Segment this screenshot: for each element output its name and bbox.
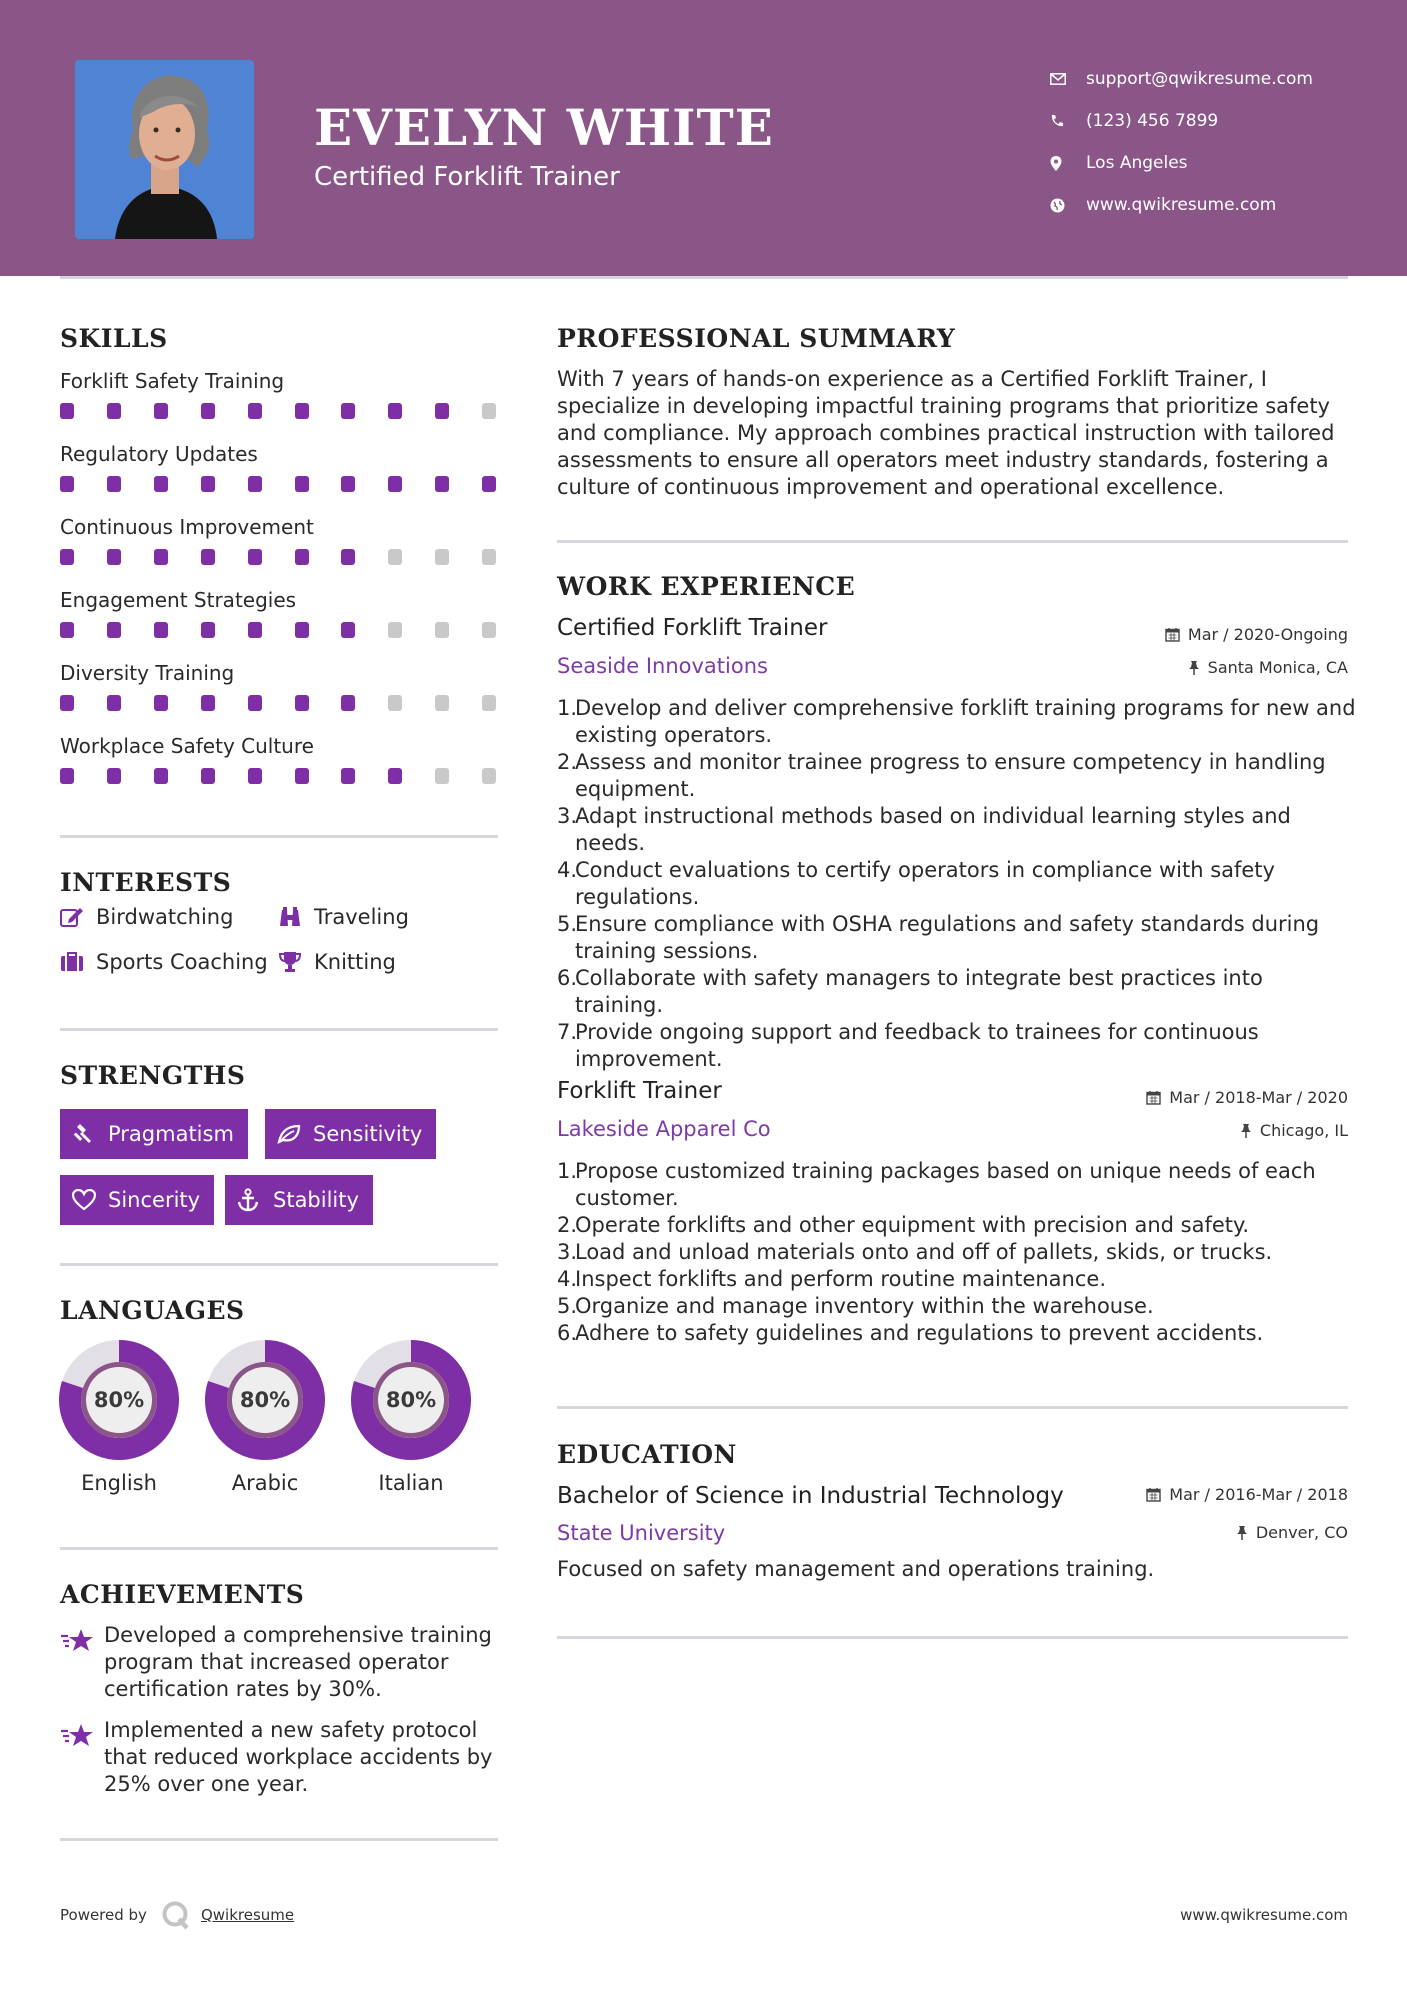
duty-text: Develop and deliver comprehensive forklift training programs for new and existing operators. xyxy=(575,696,1356,747)
duty-text: Conduct evaluations to certify operators in compliance with safety regulations. xyxy=(575,858,1275,909)
skill-item xyxy=(60,658,498,731)
edit-icon xyxy=(60,907,96,927)
interest-item xyxy=(278,950,396,974)
rating-dot-filled xyxy=(435,476,449,492)
rating-dot-filled xyxy=(107,768,121,784)
rating-dot-filled xyxy=(295,768,309,784)
school-name: State University xyxy=(557,1521,726,1545)
skills-heading: SKILLS xyxy=(60,324,168,353)
skill-item xyxy=(60,512,498,585)
strength-label: Sensitivity xyxy=(313,1122,423,1146)
rating-dot-filled xyxy=(107,622,121,638)
list-item: 7. Provide ongoing support and feedback to trainees for continuous improvement. xyxy=(557,1019,1357,1073)
rating-dot-filled xyxy=(154,403,168,419)
rating-dot-filled xyxy=(295,476,309,492)
duty-text: Adapt instructional methods based on individual learning styles and needs. xyxy=(575,804,1291,855)
degree-title: Bachelor of Science in Industrial Technology xyxy=(557,1483,1064,1509)
section-divider xyxy=(60,1028,498,1031)
contact-email[interactable] xyxy=(1050,58,1313,100)
strength-tag xyxy=(60,1109,248,1159)
duty-text: Collaborate with safety managers to integrate best practices into training. xyxy=(575,966,1263,1017)
language-item xyxy=(204,1339,326,1495)
list-item: 5. Organize and manage inventory within the warehouse. xyxy=(557,1293,1357,1320)
strength-tag xyxy=(60,1175,214,1225)
language-name: English xyxy=(81,1471,157,1495)
achievement-item xyxy=(60,1622,500,1703)
contact-website-text: www.qwikresume.com xyxy=(1086,195,1277,215)
language-item xyxy=(58,1339,180,1495)
rating-dot-empty xyxy=(435,622,449,638)
section-divider xyxy=(60,1547,498,1550)
section-divider xyxy=(557,1406,1348,1409)
job-dates xyxy=(1165,625,1348,644)
section-divider xyxy=(557,540,1348,543)
strength-tag xyxy=(225,1175,373,1225)
rating-dot-filled xyxy=(435,403,449,419)
interest-label: Birdwatching xyxy=(96,905,234,929)
envelope-icon xyxy=(1050,73,1086,85)
briefcase-icon xyxy=(60,952,96,972)
job-location xyxy=(1240,1121,1348,1140)
duty-text: Propose customized training packages based on unique needs of each customer. xyxy=(575,1159,1316,1210)
language-item xyxy=(350,1339,472,1495)
pushpin-icon xyxy=(1240,1123,1252,1138)
calendar-icon xyxy=(1146,1090,1161,1105)
list-item: 5. Ensure compliance with OSHA regulations and safety standards during training sessions. xyxy=(557,911,1357,965)
list-item: 3. Load and unload materials onto and off of pallets, skids, or trucks. xyxy=(557,1239,1357,1266)
education-dates xyxy=(1146,1485,1348,1504)
rating-dot-filled xyxy=(295,695,309,711)
strength-tag xyxy=(265,1109,436,1159)
rating-dot-filled xyxy=(388,476,402,492)
rating-dot-filled xyxy=(248,622,262,638)
interest-label: Traveling xyxy=(314,905,409,929)
interest-label: Knitting xyxy=(314,950,396,974)
strengths-heading: STRENGTHS xyxy=(60,1061,246,1090)
footer-powered-by xyxy=(60,1900,294,1930)
strength-label: Stability xyxy=(273,1188,359,1212)
list-item: 6. Adhere to safety guidelines and regulations to prevent accidents. xyxy=(557,1320,1357,1347)
rating-dot-filled xyxy=(107,403,121,419)
job-location-text: Santa Monica, CA xyxy=(1207,658,1348,677)
rating-dot-filled xyxy=(107,549,121,565)
rating-dot-filled xyxy=(60,622,74,638)
rating-dot-filled xyxy=(341,622,355,638)
rating-dot-filled xyxy=(248,403,262,419)
rating-dot-empty xyxy=(435,549,449,565)
education-location-text: Denver, CO xyxy=(1255,1523,1348,1542)
achievement-text: Implemented a new safety protocol that reduced workplace accidents by 25% over one year. xyxy=(104,1718,493,1796)
job-dates xyxy=(1146,1088,1348,1107)
skill-name: Engagement Strategies xyxy=(60,588,297,612)
header-divider xyxy=(60,276,1348,279)
skill-item xyxy=(60,439,498,512)
rating-dot-empty xyxy=(435,695,449,711)
calendar-icon xyxy=(1146,1487,1161,1502)
rating-dot-filled xyxy=(154,695,168,711)
section-divider xyxy=(60,835,498,838)
skill-rating xyxy=(60,546,498,566)
rating-dot-filled xyxy=(60,768,74,784)
duty-text: Provide ongoing support and feedback to trainees for continuous improvement. xyxy=(575,1020,1259,1071)
job-location xyxy=(1188,658,1348,677)
skill-item xyxy=(60,366,498,439)
duty-text: Organize and manage inventory within the warehouse. xyxy=(575,1294,1154,1318)
pushpin-icon xyxy=(1236,1525,1248,1540)
rating-dot-filled xyxy=(341,476,355,492)
map-pin-icon xyxy=(1050,156,1086,171)
portrait-image xyxy=(75,60,254,239)
calendar-icon xyxy=(1165,627,1180,642)
skills-list xyxy=(60,366,498,804)
language-name: Arabic xyxy=(231,1471,299,1495)
qwikresume-logo-icon xyxy=(161,1900,191,1930)
rating-dot-filled xyxy=(482,476,496,492)
anchor-icon xyxy=(237,1188,273,1212)
list-item: 1. Propose customized training packages based on unique needs of each customer. xyxy=(557,1158,1357,1212)
rating-dot-filled xyxy=(60,549,74,565)
duty-text: Assess and monitor trainee progress to ensure competency in handling equipment. xyxy=(575,750,1326,801)
skill-rating xyxy=(60,619,498,639)
rating-dot-filled xyxy=(248,476,262,492)
footer-website[interactable]: www.qwikresume.com xyxy=(1180,1906,1348,1924)
rating-dot-filled xyxy=(154,622,168,638)
experience-heading: WORK EXPERIENCE xyxy=(557,572,856,601)
list-item: 4. Conduct evaluations to certify operators in compliance with safety regulations. xyxy=(557,857,1357,911)
duty-text: Ensure compliance with OSHA regulations and safety standards during training sessions. xyxy=(575,912,1320,963)
skill-name: Workplace Safety Culture xyxy=(60,734,314,758)
rating-dot-filled xyxy=(60,695,74,711)
contact-website[interactable] xyxy=(1050,184,1313,226)
summary-text: With 7 years of hands-on experience as a Certified Forklift Trainer, I specialize in developing impactful training programs that prioritize safety and compliance. My approach combines practical instruction with tailored assessments to ensure all operators meet industry standards, fostering a culture of continuous improvement and operational excellence. xyxy=(557,367,1335,499)
skill-name: Diversity Training xyxy=(60,661,235,685)
section-divider xyxy=(60,1263,498,1266)
rating-dot-filled xyxy=(201,622,215,638)
rating-dot-empty xyxy=(482,695,496,711)
rating-dot-filled xyxy=(248,695,262,711)
job-dates-text: Mar / 2018-Mar / 2020 xyxy=(1169,1088,1348,1107)
languages-heading: LANGUAGES xyxy=(60,1296,245,1325)
profile-photo xyxy=(75,60,254,239)
job-dates-text: Mar / 2020-Ongoing xyxy=(1187,625,1348,644)
rating-dot-empty xyxy=(482,622,496,638)
star-icon xyxy=(60,1717,104,1798)
section-divider xyxy=(60,1838,498,1841)
rating-dot-filled xyxy=(248,549,262,565)
rating-dot-empty xyxy=(388,549,402,565)
language-percent: 80% xyxy=(93,1388,145,1412)
job-title: Forklift Trainer xyxy=(557,1078,722,1104)
contact-list xyxy=(1050,58,1313,226)
rating-dot-filled xyxy=(295,549,309,565)
list-item: 3. Adapt instructional methods based on individual learning styles and needs. xyxy=(557,803,1357,857)
skill-item xyxy=(60,585,498,658)
skill-item xyxy=(60,731,498,804)
language-name: Italian xyxy=(378,1471,444,1495)
section-divider xyxy=(557,1636,1348,1639)
rating-dot-filled xyxy=(201,403,215,419)
rating-dot-empty xyxy=(482,768,496,784)
gavel-icon xyxy=(72,1123,108,1145)
skill-rating xyxy=(60,692,498,712)
rating-dot-filled xyxy=(154,768,168,784)
rating-dot-filled xyxy=(201,768,215,784)
skill-rating xyxy=(60,400,498,420)
list-item: 4. Inspect forklifts and perform routine maintenance. xyxy=(557,1266,1357,1293)
achievement-text: Developed a comprehensive training program that increased operator certification rates by 30%. xyxy=(104,1623,492,1701)
language-percent: 80% xyxy=(239,1388,291,1412)
rating-dot-filled xyxy=(341,403,355,419)
duty-text: Inspect forklifts and perform routine maintenance. xyxy=(575,1267,1106,1291)
job-duties-list xyxy=(557,695,1357,1073)
pushpin-icon xyxy=(1188,660,1200,675)
language-ring xyxy=(204,1339,326,1461)
rating-dot-empty xyxy=(482,549,496,565)
rating-dot-empty xyxy=(435,768,449,784)
rating-dot-filled xyxy=(154,549,168,565)
rating-dot-filled xyxy=(388,768,402,784)
job-location-text: Chicago, IL xyxy=(1259,1121,1348,1140)
contact-phone[interactable] xyxy=(1050,100,1313,142)
globe-icon xyxy=(1050,198,1086,213)
skill-name: Continuous Improvement xyxy=(60,515,314,539)
rating-dot-filled xyxy=(107,476,121,492)
strength-label: Sincerity xyxy=(108,1188,201,1212)
education-dates-text: Mar / 2016-Mar / 2018 xyxy=(1169,1485,1348,1504)
duty-text: Load and unload materials onto and off of pallets, skids, or trucks. xyxy=(575,1240,1273,1264)
interest-item xyxy=(278,905,409,929)
duty-text: Adhere to safety guidelines and regulations to prevent accidents. xyxy=(575,1321,1264,1345)
skill-rating xyxy=(60,473,498,493)
language-ring xyxy=(58,1339,180,1461)
powered-by-label: Powered by xyxy=(60,1906,147,1924)
rating-dot-filled xyxy=(341,768,355,784)
star-icon xyxy=(60,1622,104,1703)
interest-item xyxy=(60,905,233,929)
rating-dot-filled xyxy=(201,476,215,492)
company-name: Seaside Innovations xyxy=(557,654,768,678)
binoculars-icon xyxy=(278,906,314,928)
rating-dot-empty xyxy=(482,403,496,419)
contact-location xyxy=(1050,142,1313,184)
education-location xyxy=(1236,1523,1348,1542)
job-duties-list xyxy=(557,1158,1357,1347)
achievements-heading: ACHIEVEMENTS xyxy=(60,1580,305,1609)
rating-dot-filled xyxy=(388,403,402,419)
language-ring xyxy=(350,1339,472,1461)
contact-location-text: Los Angeles xyxy=(1086,153,1188,173)
education-heading: EDUCATION xyxy=(557,1440,737,1469)
skill-rating xyxy=(60,765,498,785)
heart-icon xyxy=(72,1189,108,1211)
language-percent: 80% xyxy=(385,1388,437,1412)
skill-name: Forklift Safety Training xyxy=(60,369,285,393)
candidate-name: EVELYN WHITE xyxy=(314,98,774,157)
leaf-icon xyxy=(277,1124,313,1144)
trophy-icon xyxy=(278,951,314,973)
contact-email-text: support@qwikresume.com xyxy=(1086,69,1313,89)
rating-dot-filled xyxy=(341,549,355,565)
rating-dot-filled xyxy=(154,476,168,492)
rating-dot-filled xyxy=(248,768,262,784)
rating-dot-filled xyxy=(107,695,121,711)
list-item: 2. Assess and monitor trainee progress to ensure competency in handling equipment. xyxy=(557,749,1357,803)
company-name: Lakeside Apparel Co xyxy=(557,1117,771,1141)
rating-dot-filled xyxy=(201,549,215,565)
rating-dot-filled xyxy=(295,622,309,638)
interest-item xyxy=(60,950,268,974)
list-item: 2. Operate forklifts and other equipment with precision and safety. xyxy=(557,1212,1357,1239)
skill-name: Regulatory Updates xyxy=(60,442,258,466)
rating-dot-empty xyxy=(388,695,402,711)
rating-dot-filled xyxy=(201,695,215,711)
rating-dot-filled xyxy=(60,403,74,419)
duty-text: Operate forklifts and other equipment with precision and safety. xyxy=(575,1213,1250,1237)
contact-phone-text: (123) 456 7899 xyxy=(1086,111,1219,131)
rating-dot-empty xyxy=(388,622,402,638)
resume-header xyxy=(0,0,1407,276)
strength-label: Pragmatism xyxy=(108,1122,234,1146)
rating-dot-filled xyxy=(341,695,355,711)
interests-heading: INTERESTS xyxy=(60,868,232,897)
phone-icon xyxy=(1050,114,1086,128)
achievement-item xyxy=(60,1717,500,1798)
education-description: Focused on safety management and operations training. xyxy=(557,1557,1155,1581)
interest-label: Sports Coaching xyxy=(96,950,268,974)
rating-dot-filled xyxy=(60,476,74,492)
rating-dot-filled xyxy=(295,403,309,419)
candidate-title: Certified Forklift Trainer xyxy=(314,162,620,192)
summary-heading: PROFESSIONAL SUMMARY xyxy=(557,324,956,353)
qwikresume-link[interactable]: Qwikresume xyxy=(200,1906,295,1924)
job-title: Certified Forklift Trainer xyxy=(557,615,828,641)
list-item: 1. Develop and deliver comprehensive forklift training programs for new and existing operators. xyxy=(557,696,1356,747)
list-item: 6. Collaborate with safety managers to integrate best practices into training. xyxy=(557,965,1357,1019)
